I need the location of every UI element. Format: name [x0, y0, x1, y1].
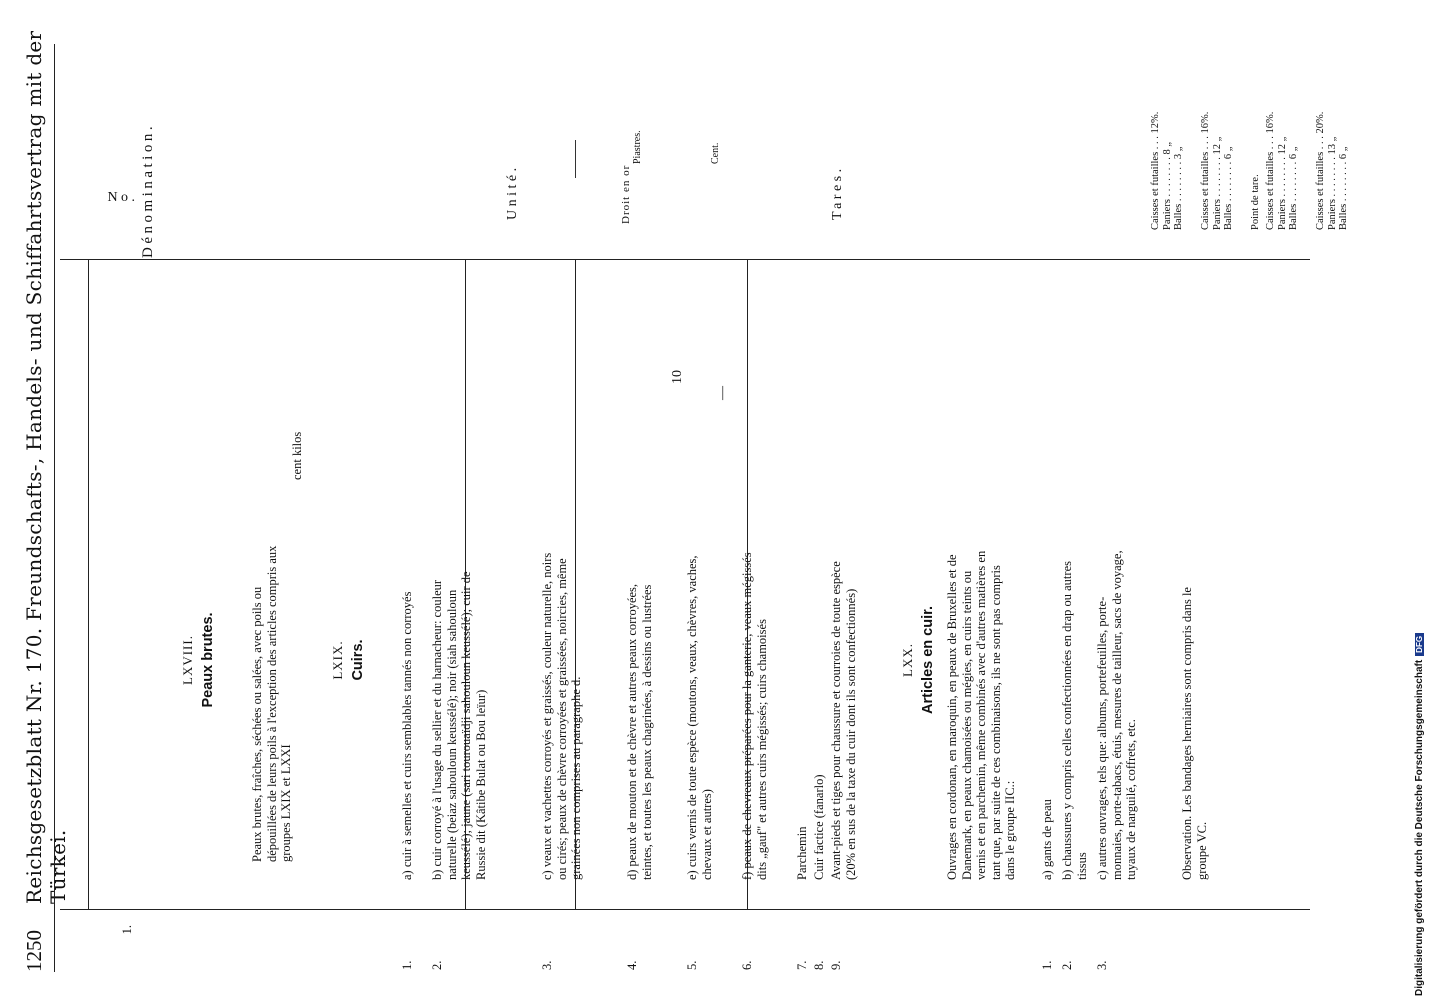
- tare-line: Balles . . . . . . . . 6 „: [1288, 146, 1299, 230]
- section-title-lxviii: Peaux brutes.: [200, 612, 216, 708]
- row-no: 1.: [120, 925, 134, 935]
- row-no: 3.: [1095, 960, 1109, 970]
- row-no: 2.: [1060, 960, 1074, 970]
- section-roman-lxx: LXX.: [900, 643, 915, 677]
- row-no: 3.: [540, 960, 554, 970]
- row-no: 5.: [685, 960, 699, 970]
- dfg-stamp: [1414, 0, 1432, 996]
- row-text: Ouvrages en cordonan, en maroquin, en peaux de Bruxelles et de Danemark, en peaux chamoisées ou mégies, en cuirs teints ou vernis et en parchemin, même combinés avec d'autres matières en tant que, par suite de ces combinaisons, ils ne sont pas compris dans le groupe IIC.:: [945, 550, 1017, 880]
- observation: Observation. Les bandages herniaires sont compris dans le groupe VC.: [1180, 587, 1209, 880]
- row-text: e) cuirs vernis de toute espèce (moutons, veaux, chèvres, vaches, chevaux et autres): [685, 555, 714, 880]
- row-no: 9.: [829, 960, 843, 970]
- tare-line: Paniers . . . . . . . . 8 „: [1161, 141, 1173, 230]
- header-rule: [54, 44, 55, 972]
- col-header-droit: Droit en or: [620, 164, 632, 224]
- row-text: Cuir factice (fanarlo): [812, 774, 826, 880]
- table-right-border: [60, 259, 1310, 260]
- dfg-stamp-text: Digitalisierung gefördert durch die Deutsche Forschungsgemeinschaft: [1414, 659, 1425, 996]
- col-header-denomination: Dénomination.: [140, 122, 156, 258]
- row-unit: cent kilos: [290, 431, 304, 480]
- row-no: 7.: [795, 960, 809, 970]
- tare-note: Point de tare.: [1250, 174, 1261, 230]
- row-text: Parchemin: [795, 826, 809, 880]
- tare-line: Caisses et futailles . . . 20%.: [1315, 111, 1326, 230]
- droit-header-split: [575, 140, 576, 178]
- droit-piastres: 10: [670, 370, 685, 384]
- page-title: Reichsgesetzblatt Nr. 170. Freundschafts-, Handels- und Schiffahrtsvertrag mit der Türkei.: [22, 30, 70, 904]
- tare-group-3: [1265, 30, 1300, 230]
- tare-group-4: [1315, 30, 1350, 230]
- row-text: c) autres ouvrages, tels que: albums, portefeuilles, porte-monnaies, porte-tabacs, étuis, mesures de tailleur, sacs de voyage, tuyaux de narguilé, coffrets, etc.: [1095, 550, 1138, 880]
- col-header-cent: Cent.: [710, 142, 721, 164]
- row-no: 6.: [740, 960, 754, 970]
- row-text: c) veaux et vachettes corroyés et graissés, couleur naturelle, noirs ou cirés; peaux de chèvre corroyées et graissées, noircies, même grainées non comprises au paragraphe d.: [540, 552, 583, 880]
- page-number: 1250: [22, 930, 46, 972]
- tare-line: Caisses et futailles . . . 16%.: [1265, 111, 1276, 230]
- row-no: 4.: [625, 960, 639, 970]
- section-title-lxx: Articles en cuir.: [920, 606, 936, 714]
- row-no: 8.: [812, 960, 826, 970]
- tare-line: Paniers . . . . . . . . 13 „: [1326, 136, 1338, 230]
- tare-group-1: [1150, 30, 1185, 230]
- col-header-unite: Unité.: [505, 164, 520, 220]
- row-text: Peaux brutes, fraîches, séchées ou salées, avec poils ou dépouillées de leurs poils à l'exception des articles compris aux groupes LXIX et LXXI: [250, 545, 293, 862]
- row-no: 1.: [400, 960, 414, 970]
- row-no: 2.: [430, 960, 444, 970]
- tare-line: Caisses et futailles . . . 16%.: [1200, 111, 1211, 230]
- dfg-logo-icon: DFG: [1415, 633, 1424, 656]
- tare-line: Balles . . . . . . . . 6 „: [1223, 146, 1234, 230]
- col-rule-no: [88, 260, 89, 910]
- section-roman-lxviii: LXVIII.: [180, 635, 195, 685]
- row-text: f) peaux de chevreaux préparées pour la ganterie, veaux mégissés dits „gauf" et autres cuirs mégissés; cuirs chamoisés: [740, 552, 769, 880]
- tare-line: Balles . . . . . . . . 6 „: [1338, 146, 1349, 230]
- droit-cent: —: [715, 386, 730, 400]
- tare-line: Balles . . . . . . . . 3 „: [1173, 146, 1184, 230]
- row-text: b) cuir corroyé à l'usage du sellier et du harnacheur: couleur naturelle (beiaz sahouloun keussélé); noir (siah sahouloun keussélé); jaune (sari tourouaïdji sahouloun keussélé); cuir de Russie dit (Kâtibe Bulat ou Bou leïur): [430, 571, 488, 880]
- row-text: d) peaux de mouton et de chèvre et autres peaux corroyées, teintes, et toutes les peaux chagrinées, à dessins ou lustrées: [625, 583, 654, 880]
- section-roman-lxix: LXIX.: [330, 640, 345, 680]
- tare-line: Paniers . . . . . . . . 12 „: [1211, 136, 1223, 230]
- col-header-no: No.: [107, 190, 139, 205]
- section-title-lxix: Cuirs.: [350, 639, 366, 681]
- row-text: b) chaussures y compris celles confectionnées en drap ou autres tissus: [1060, 561, 1089, 880]
- tare-line: Paniers . . . . . . . . 12 „: [1276, 136, 1288, 230]
- tare-line: Caisses et futailles . . . 12%.: [1150, 111, 1161, 230]
- row-text: Avant-pieds et tiges pour chaussure et courroies de toute espèce (20% en sus de la taxe du cuir dont ils sont confectionnés): [829, 561, 858, 880]
- row-no: 1.: [1040, 960, 1054, 970]
- col-header-tares: Tares.: [830, 165, 845, 220]
- col-header-piastres: Piastres.: [632, 130, 643, 164]
- tare-group-2: [1200, 30, 1235, 230]
- row-text: a) cuir à semelles et cuirs semblables tannés non corroyés: [400, 591, 414, 880]
- row-text: a) gants de peau: [1040, 799, 1054, 880]
